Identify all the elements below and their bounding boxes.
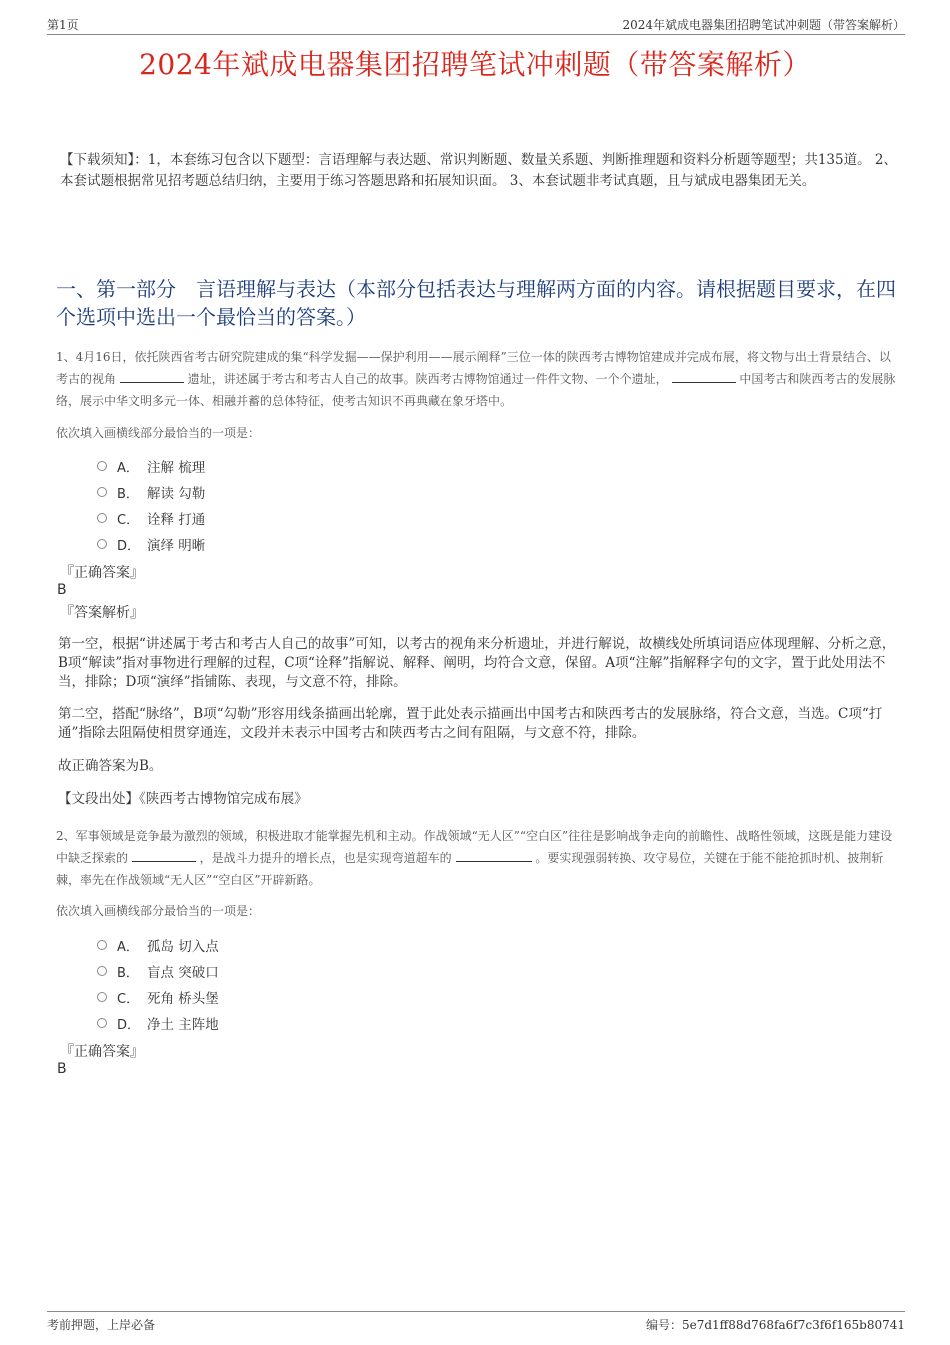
option-b[interactable]: B． 盲点 突破口 — [97, 958, 219, 984]
radio-icon[interactable] — [97, 1018, 107, 1028]
question-1-prompt: 依次填入画横线部分最恰当的一项是： — [56, 426, 261, 440]
analysis-conclusion: 故正确答案为B。 — [58, 758, 163, 774]
option-a[interactable]: A． 注解 梳理 — [97, 453, 205, 479]
question-1-text: 1、4月16日，依托陕西省考古研究院建成的集“科学发掘——保护利用——展示阐释”三位一体的陕西考古博物馆建成并完成布展，将文物与出土背景结合、以考古的视角 遗址，讲述属于考古和考古人自己的故事。陕西考古博物馆通过一件件文物、一个个遗址， 中国考古和陕西考古的发展脉络，展示中华文明多元一体、相融并蓄的总体特征，使考古知识不再典藏在象牙塔中。 — [56, 350, 896, 408]
blank-1 — [120, 370, 184, 383]
correct-answer: B — [57, 1061, 67, 1077]
option-b[interactable]: B． 解读 勾勒 — [97, 479, 205, 505]
analysis-label: 『答案解析』 — [60, 605, 144, 621]
header-doc-title: 2024年斌成电器集团招聘笔试冲刺题（带答案解析） — [622, 18, 905, 32]
option-c[interactable]: C． 诠释 打通 — [97, 505, 205, 531]
answer-label: 『正确答案』 — [60, 565, 144, 581]
radio-icon[interactable] — [97, 940, 107, 950]
radio-icon[interactable] — [97, 966, 107, 976]
option-d[interactable]: D． 演绎 明晰 — [97, 531, 205, 557]
radio-icon[interactable] — [97, 461, 107, 471]
question-2-text: 2、军事领域是竞争最为激烈的领域，积极进取才能掌握先机和主动。作战领域“无人区”“空白区”往往是影响战争走向的前瞻性、战略性领域，这既是能力建设中缺乏探索的 ，是战斗力提升的增长点，也是实现弯道超车的 。要实现强弱转换、攻守易位，关键在于能不能抢抓时机、披荆斩棘，率先在作战领域“无人区”“空白区”开辟新路。 — [56, 829, 893, 887]
radio-icon[interactable] — [97, 487, 107, 497]
question-1-options — [97, 453, 205, 557]
option-d[interactable]: D． 净土 主阵地 — [97, 1010, 219, 1036]
radio-icon[interactable] — [97, 513, 107, 523]
radio-icon[interactable] — [97, 539, 107, 549]
page-title: 2024年斌成电器集团招聘笔试冲刺题（带答案解析） — [139, 48, 811, 81]
question-2-prompt: 依次填入画横线部分最恰当的一项是： — [56, 904, 261, 918]
question-2-options — [97, 932, 219, 1036]
correct-answer: B — [57, 582, 67, 598]
analysis-paragraph-1: 第一空，根据“讲述属于考古和考古人自己的故事”可知，以考古的视角来分析遗址，并进行解说，故横线处所填词语应体现理解、分析之意，B项“解读”指对事物进行理解的过程，C项“诠释”指解说、解释、阐明，均符合文意，保留。A项“注解”指解释字句的文字，置于此处用法不当，排除；D项“演绎”指铺陈、表现，与文意不符，排除。 — [58, 636, 896, 690]
section-heading: 一、第一部分 言语理解与表达（本部分包括表达与理解两方面的内容。请根据题目要求，在四个选项中选出一个最恰当的答案。） — [56, 277, 896, 329]
passage-source: 【文段出处】《陕西考古博物馆完成布展》 — [58, 791, 308, 807]
answer-label: 『正确答案』 — [60, 1044, 144, 1060]
document-id: 编号：5e7d1ff88d768fa6f7c3f6f165b80741 — [645, 1318, 905, 1332]
page-number: 第1页 — [47, 18, 79, 32]
radio-icon[interactable] — [97, 992, 107, 1002]
page-footer — [47, 1311, 905, 1332]
blank-2 — [672, 370, 736, 383]
analysis-paragraph-2: 第二空，搭配“脉络”，B项“勾勒”形容用线条描画出轮廓，置于此处表示描画出中国考古和陕西考古的发展脉络，符合文意，当选。C项“打通”指除去阻隔使相贯穿通连，文段并未表示中国考古和陕西考古之间有阻隔，与文意不符，排除。 — [58, 706, 883, 741]
download-notice: 【下载须知】：1，本套练习包含以下题型：言语理解与表达题、常识判断题、数量关系题、判断推理题和资料分析题等题型；共135道。 2、本套试题根据常见招考题总结归纳，主要用于练习答题思路和拓展知识面。 3、本套试题非考试真题，且与斌成电器集团无关。 — [60, 152, 897, 189]
blank-1 — [132, 849, 196, 862]
page-header — [47, 14, 905, 35]
option-a[interactable]: A． 孤岛 切入点 — [97, 932, 219, 958]
option-c[interactable]: C． 死角 桥头堡 — [97, 984, 219, 1010]
blank-2 — [456, 849, 532, 862]
footer-slogan: 考前押题，上岸必备 — [47, 1318, 156, 1332]
